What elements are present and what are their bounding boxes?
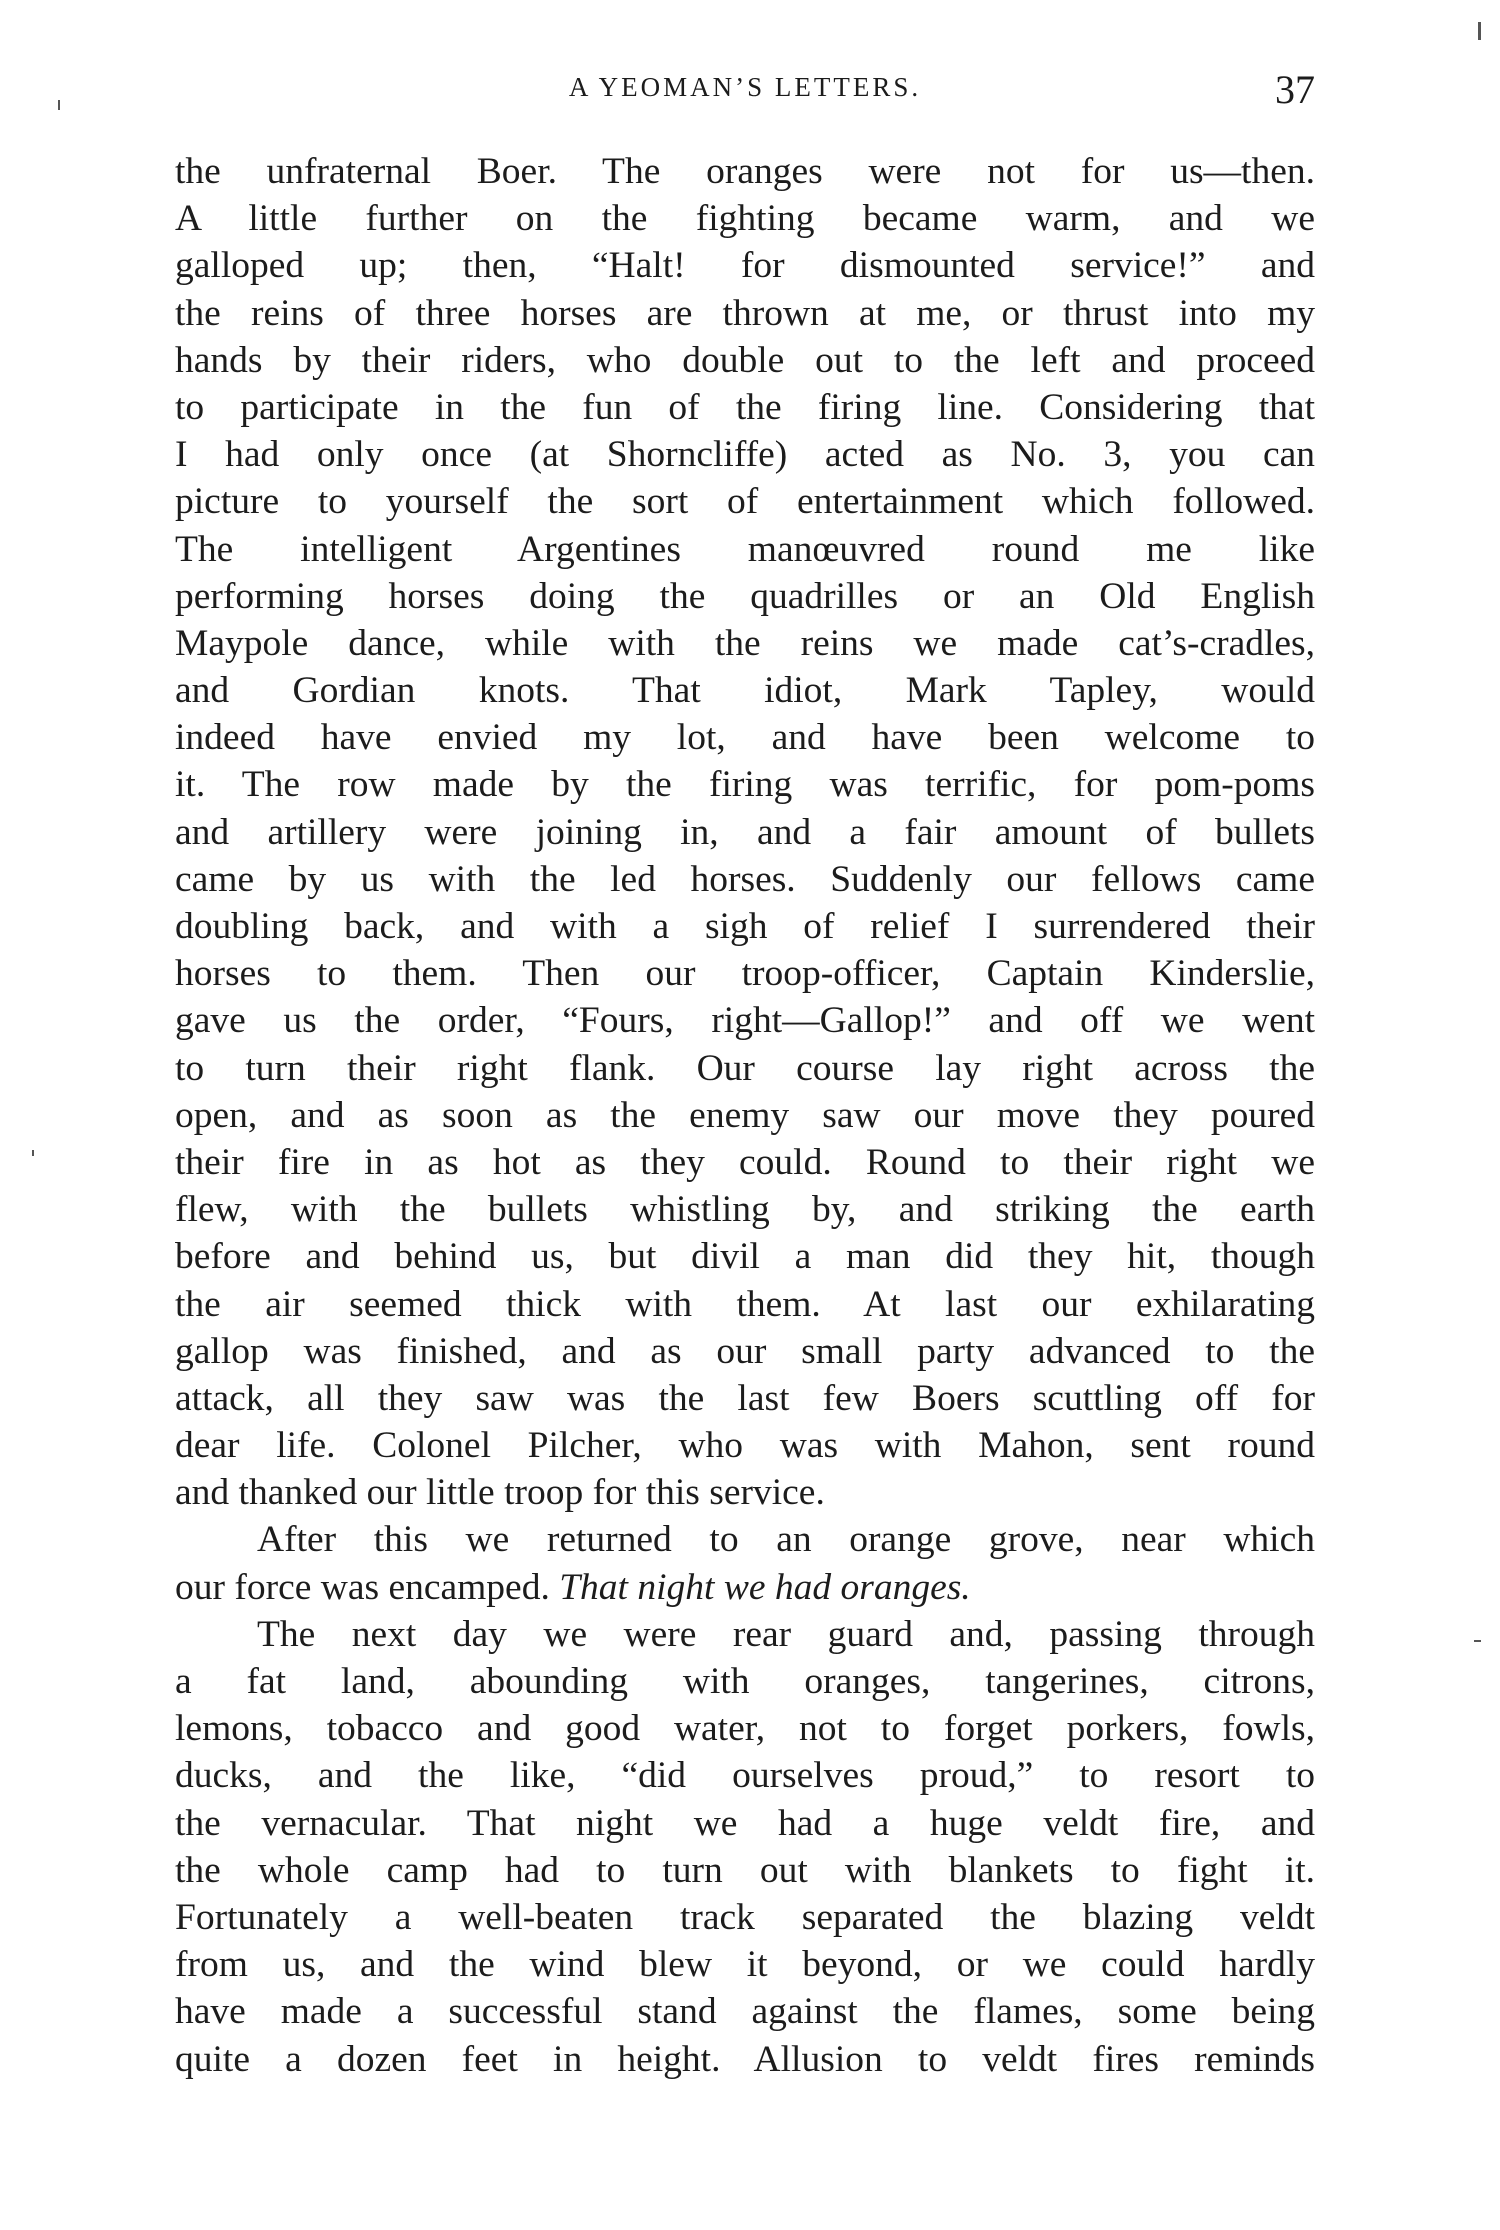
text-line: open, and as soon as the enemy saw our move they poured bbox=[175, 1094, 1315, 1136]
text-line: dear life. Colonel Pilcher, who was with Mahon, sent round bbox=[175, 1425, 1315, 1467]
running-head bbox=[175, 66, 1315, 116]
text-line: After this we returned to an orange grove, near which bbox=[257, 1519, 1315, 1561]
italic-text-span: That night we had oranges. bbox=[559, 1566, 971, 1608]
text-line: horses to them. Then our troop-officer, Captain Kinderslie, bbox=[175, 953, 1315, 995]
text-line: a fat land, abounding with oranges, tangerines, citrons, bbox=[175, 1661, 1315, 1702]
text-line: galloped up; then, “Halt! for dismounted service!” and bbox=[175, 245, 1315, 287]
text-line: came by us with the led horses. Suddenly our fellows came bbox=[175, 858, 1315, 900]
text-line: to participate in the fun of the firing line. Considering that bbox=[175, 386, 1315, 428]
page-number: 37 bbox=[1275, 67, 1315, 112]
text-line: I had only once (at Shorncliffe) acted as No. 3, you can bbox=[175, 434, 1315, 476]
text-line: the air seemed thick with them. At last our exhilarating bbox=[175, 1283, 1315, 1325]
text-line: it. The row made by the firing was terrific, for pom-poms bbox=[175, 764, 1315, 806]
body-text bbox=[175, 148, 1315, 2083]
text-line: lemons, tobacco and good water, not to forget porkers, fowls, bbox=[175, 1708, 1315, 1750]
text-line: and Gordian knots. That idiot, Mark Tapley, would bbox=[175, 670, 1315, 712]
text-line: and thanked our little troop for this service. bbox=[175, 1472, 825, 1514]
text-line: and artillery were joining in, and a fair amount of bullets bbox=[175, 811, 1315, 853]
scan-speck bbox=[1474, 1640, 1481, 1642]
text-line: to turn their right flank. Our course lay right across the bbox=[175, 1047, 1315, 1089]
text-line: gave us the order, “Fours, right—Gallop!” and off we went bbox=[175, 1000, 1315, 1042]
text-line: flew, with the bullets whistling by, and striking the earth bbox=[175, 1189, 1315, 1231]
scan-speck bbox=[1478, 22, 1481, 40]
text-line: The intelligent Argentines manœuvred round me like bbox=[175, 528, 1315, 570]
text-line: have made a successful stand against the flames, some being bbox=[175, 1991, 1315, 2033]
scan-speck bbox=[58, 100, 60, 110]
text-line: picture to yourself the sort of entertainment which followed. bbox=[175, 481, 1315, 523]
text-line: their fire in as hot as they could. Round to their right we bbox=[175, 1141, 1315, 1183]
text-line: the whole camp had to turn out with blankets to fight it. bbox=[175, 1849, 1315, 1891]
text-line: A little further on the fighting became warm, and we bbox=[175, 198, 1315, 240]
text-line: the reins of three horses are thrown at me, or thrust into my bbox=[175, 292, 1315, 334]
text-line: Maypole dance, while with the reins we made cat’s-cradles, bbox=[175, 622, 1315, 664]
text-line: performing horses doing the quadrilles or an Old English bbox=[175, 575, 1315, 617]
text-line: hands by their riders, who double out to the left and proceed bbox=[175, 339, 1315, 381]
text-line: gallop was finished, and as our small party advanced to the bbox=[175, 1330, 1315, 1372]
running-title: A YEOMAN’S LETTERS. bbox=[568, 72, 922, 102]
scan-speck bbox=[32, 1150, 34, 1156]
text-line: Fortunately a well-beaten track separated the blazing veldt bbox=[175, 1896, 1315, 1938]
text-line: the vernacular. That night we had a huge veldt fire, and bbox=[175, 1802, 1315, 1844]
text-line: before and behind us, but divil a man did they hit, though bbox=[175, 1236, 1315, 1278]
text-line bbox=[175, 1564, 1315, 1611]
text-line: indeed have envied my lot, and have been welcome to bbox=[175, 717, 1315, 759]
text-line: from us, and the wind blew it beyond, or we could hardly bbox=[175, 1944, 1315, 1986]
text-line: attack, all they saw was the last few Boers scuttling off for bbox=[175, 1377, 1315, 1419]
text-line: quite a dozen feet in height. Allusion to veldt fires reminds bbox=[175, 2038, 1315, 2080]
text-line: ducks, and the like, “did ourselves proud,” to resort to bbox=[175, 1755, 1315, 1797]
text-line: doubling back, and with a sigh of relief I surrendered their bbox=[175, 906, 1315, 947]
text-line: The next day we were rear guard and, passing through bbox=[257, 1613, 1315, 1655]
text-span: our force was encamped. bbox=[175, 1566, 550, 1608]
text-line: the unfraternal Boer. The oranges were not for us—then. bbox=[175, 151, 1315, 192]
